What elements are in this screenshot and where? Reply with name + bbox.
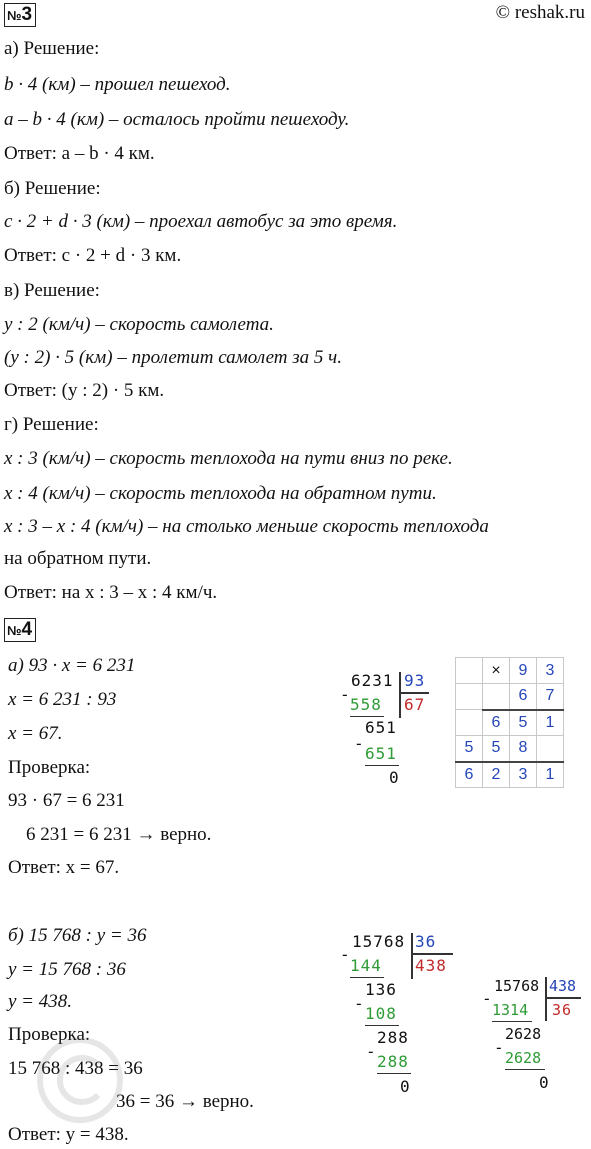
grid-cell: 8	[510, 736, 537, 762]
task4b-line: б) 15 768 : y = 36	[8, 925, 147, 946]
division-subtrahend: 558	[350, 695, 382, 714]
task3-line: г) Решение:	[4, 414, 99, 435]
grid-cell	[537, 736, 564, 762]
task3-line: Ответ: a – b · 4 км.	[4, 143, 155, 164]
task4-number-badge: №4	[4, 618, 36, 642]
minus-sign: -	[354, 994, 365, 1013]
grid-cell: 1	[537, 710, 564, 736]
division-remainder: 0	[539, 1073, 550, 1092]
minus-sign: -	[354, 734, 365, 753]
minus-sign: -	[494, 1038, 505, 1057]
task3-line: Ответ: c · 2 + d · 3 км.	[4, 245, 182, 266]
task3-line: б) Решение:	[4, 178, 101, 199]
grid-cell: 3	[537, 658, 564, 684]
task3-line: y : 2 (км/ч) – скорость самолета.	[4, 314, 274, 335]
division-remainder-line: 2628	[505, 1025, 542, 1043]
grid-cell: 9	[510, 658, 537, 684]
division-subtrahend: 144	[350, 956, 382, 975]
underline	[505, 1069, 545, 1070]
division-subtrahend: 288	[377, 1052, 409, 1071]
task4b-line: y = 438.	[8, 991, 73, 1012]
division-horizontal-rule	[399, 692, 429, 694]
division-quotient: 67	[404, 695, 426, 714]
division-horizontal-rule	[411, 953, 453, 955]
division-remainder-line: 136	[365, 980, 397, 999]
underline	[350, 716, 384, 717]
grid-cell: 5	[483, 736, 510, 762]
grid-cell: 5	[510, 710, 537, 736]
task4a-line: 6 231 = 6 231 → верно.	[26, 824, 212, 845]
division-vertical-rule	[545, 977, 547, 1021]
underline	[377, 1073, 411, 1074]
division-dividend: 15768	[494, 977, 540, 995]
division-remainder-line: 288	[377, 1028, 409, 1047]
division-subtrahend: 1314	[492, 1001, 529, 1019]
division-quotient: 36	[552, 1001, 573, 1019]
task3-line: Ответ: (y : 2) · 5 км.	[4, 380, 165, 401]
minus-sign: -	[366, 1042, 377, 1061]
minus-sign: -	[340, 945, 351, 964]
copyright-watermark-icon	[20, 965, 170, 1135]
grid-cell: 6	[510, 684, 537, 710]
task3-line: в) Решение:	[4, 280, 100, 301]
task3-line: Ответ: на x : 3 – x : 4 км/ч.	[4, 582, 218, 603]
task4a-line: 93 · 67 = 6 231	[8, 790, 125, 811]
task4b-line: y = 15 768 : 36	[8, 959, 126, 980]
division-subtrahend: 2628	[505, 1049, 542, 1067]
task3-line: a – b · 4 (км) – осталось пройти пешеходу.	[4, 109, 350, 130]
grid-cell: 6	[456, 762, 483, 788]
grid-cell: ×	[483, 658, 510, 684]
task3-line: (y : 2) · 5 (км) – пролетит самолет за 5 ч.	[4, 347, 342, 368]
task3-line: x : 3 (км/ч) – скорость теплохода на пути вниз по реке.	[4, 448, 453, 469]
grid-cell	[456, 684, 483, 710]
grid-cell: 6	[483, 710, 510, 736]
task3-line: x : 3 – x : 4 (км/ч) – на столько меньше скорость теплохода	[4, 516, 489, 537]
division-quotient: 438	[415, 956, 447, 975]
division-divisor: 36	[415, 932, 437, 951]
grid-cell: 5	[456, 736, 483, 762]
division-vertical-rule	[399, 672, 401, 718]
task3-number-badge: №3	[4, 3, 36, 27]
grid-cell: 3	[510, 762, 537, 788]
multiplication-grid-a	[455, 657, 564, 788]
underline	[492, 1021, 532, 1022]
division-remainder: 0	[389, 768, 400, 787]
task4a-line: Проверка:	[8, 757, 91, 778]
division-dividend: 6231	[351, 671, 394, 690]
minus-sign: -	[340, 685, 351, 704]
division-divisor: 93	[404, 671, 426, 690]
task4b-line: 15 768 : 438 = 36	[8, 1058, 143, 1079]
task4a-line: x = 6 231 : 93	[8, 689, 117, 710]
task4b-line: 36 = 36 → верно.	[116, 1091, 254, 1112]
division-divisor: 438	[549, 977, 577, 995]
underline	[365, 765, 399, 766]
task4a-line: а) 93 · x = 6 231	[8, 655, 136, 676]
task3-line: c · 2 + d · 3 (км) – проехал автобус за это время.	[4, 211, 398, 232]
grid-cell	[456, 658, 483, 684]
division-dividend: 15768	[352, 932, 406, 951]
division-horizontal-rule	[545, 997, 581, 999]
site-watermark-text: © reshak.ru	[495, 2, 585, 23]
task4a-line: x = 67.	[8, 723, 63, 744]
task4b-line: Проверка:	[8, 1024, 91, 1045]
grid-cell	[483, 684, 510, 710]
underline	[350, 977, 384, 978]
grid-cell: 2	[483, 762, 510, 788]
minus-sign: -	[482, 989, 493, 1008]
division-remainder: 0	[400, 1077, 411, 1096]
grid-cell	[456, 710, 483, 736]
task4b-line: Ответ: y = 438.	[8, 1124, 129, 1145]
task3-line: b · 4 (км) – прошел пешеход.	[4, 74, 231, 95]
division-subtrahend: 108	[365, 1004, 397, 1023]
underline	[365, 1025, 399, 1026]
grid-cell: 1	[537, 762, 564, 788]
division-vertical-rule	[411, 933, 413, 979]
task3-line: x : 4 (км/ч) – скорость теплохода на обратном пути.	[4, 483, 437, 504]
task3-line: а) Решение:	[4, 38, 100, 59]
task4a-line: Ответ: x = 67.	[8, 857, 120, 878]
division-subtrahend: 651	[365, 744, 397, 763]
grid-cell: 7	[537, 684, 564, 710]
division-remainder-line: 651	[365, 718, 397, 737]
task3-line: на обратном пути.	[4, 548, 152, 569]
